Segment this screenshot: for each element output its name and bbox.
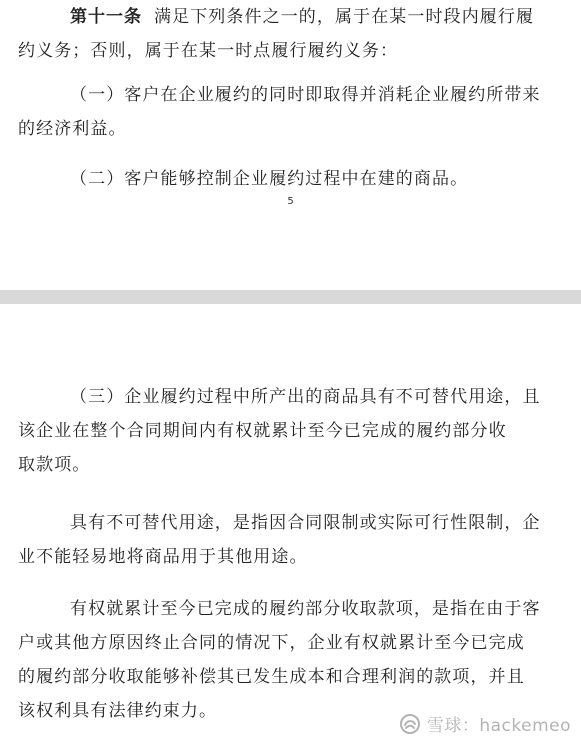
- article-eleven: [18, 0, 570, 68]
- watermark: [399, 711, 571, 736]
- paragraph-line: （三）企业履约过程中所产出的商品具有不可替代用途，且: [70, 387, 541, 407]
- watermark-text: 雪球：hackemeo: [426, 716, 571, 736]
- page-separator: [0, 290, 581, 304]
- paragraph-line: 该企业在整个合同期间内有权就累计至今已完成的履约部分收: [18, 421, 507, 441]
- article-number: 第十一条: [70, 7, 142, 27]
- payment-right-note: [18, 592, 570, 728]
- paragraph-line: 户或其他方原因终止合同的情况下，企业有权就累计至今已完成: [18, 633, 525, 653]
- article-text-line: 约义务；否则，属于在某一时点履行履约义务：: [18, 41, 399, 61]
- paragraph-line: 的经济利益。: [18, 119, 127, 139]
- condition-item-2: [18, 162, 570, 196]
- paragraph-line: （一）客户在企业履约的同时即取得并消耗企业履约所带来: [70, 85, 541, 105]
- paragraph-line: 取款项。: [18, 455, 91, 475]
- paragraph-line: 的履约部分收取能够补偿其已发生成本和合理利润的款项，并且: [18, 667, 525, 687]
- document-page-top: [0, 0, 581, 290]
- condition-item-3: [18, 380, 570, 482]
- paragraph-line: 具有不可替代用途，是指因合同限制或实际可行性限制，企: [70, 513, 541, 533]
- paragraph-line: 业不能轻易地将商品用于其他用途。: [18, 547, 308, 567]
- snowball-logo-icon: [399, 713, 421, 735]
- paragraph-line: （二）客户能够控制企业履约过程中在建的商品。: [70, 169, 469, 189]
- article-text-line: 满足下列条件之一的，属于在某一时段内履行履: [154, 7, 535, 27]
- document-page-bottom: [0, 304, 581, 748]
- paragraph-line: 有权就累计至今已完成的履约部分收取款项，是指在由于客: [70, 599, 541, 619]
- irreplaceable-use-note: [18, 506, 570, 574]
- paragraph-line: 该权利具有法律约束力。: [18, 701, 218, 721]
- page-number: 5: [287, 196, 294, 207]
- condition-item-1: [18, 78, 570, 146]
